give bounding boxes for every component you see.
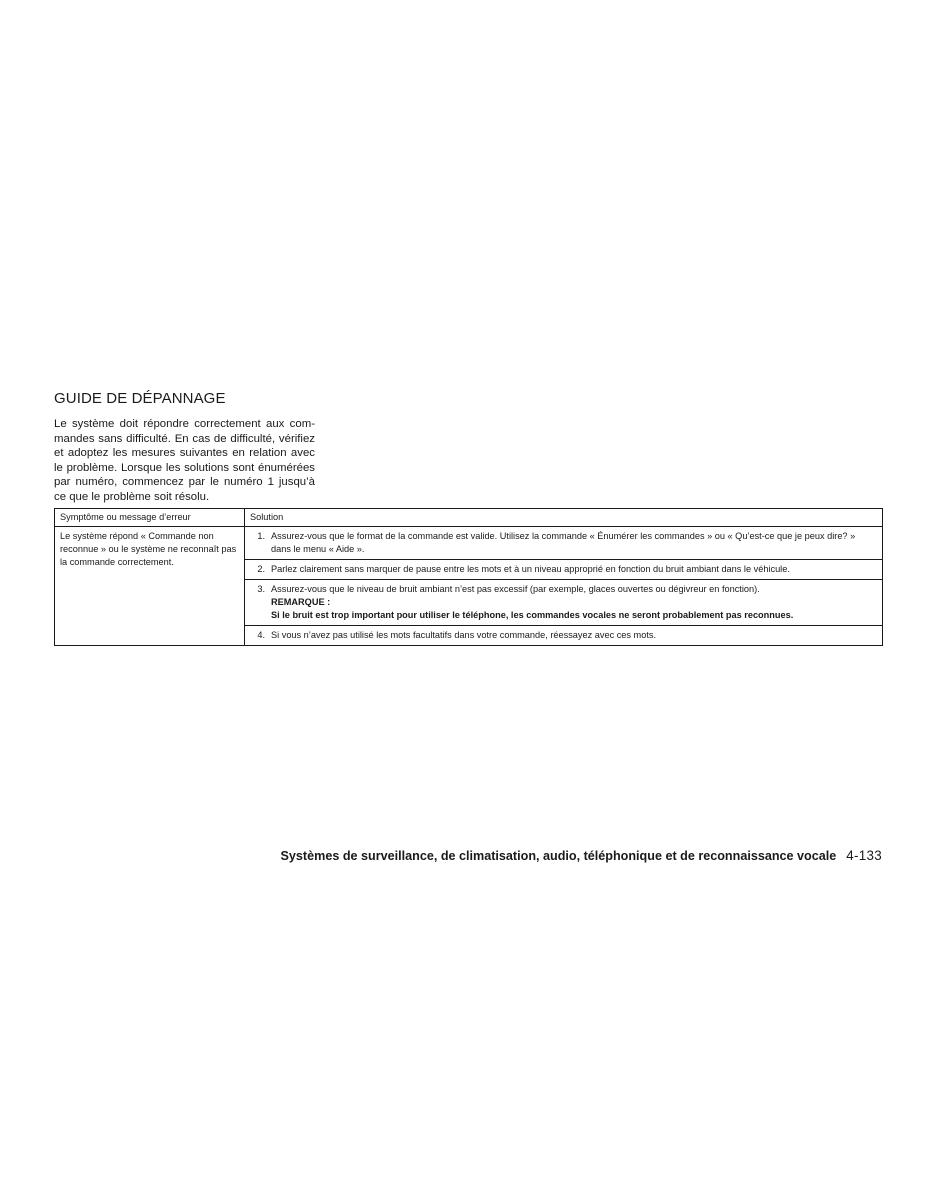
table-header-row — [55, 509, 883, 527]
solution-cell-4 — [245, 626, 883, 646]
column-header-solution: Solution — [245, 509, 883, 527]
solution-number: 4. — [257, 630, 265, 640]
solution-text: Si vous n’avez pas utilisé les mots facultatifs dans votre commande, réessayez avec ces mots. — [271, 630, 657, 640]
solution-number: 2. — [257, 564, 265, 574]
solution-number: 1. — [257, 531, 265, 541]
section-title: GUIDE DE DÉPANNAGE — [54, 390, 226, 407]
solution-text: Assurez-vous que le niveau de bruit ambiant n’est pas excessif (par exemple, glaces ouvertes ou dégivreur en fonction). — [271, 584, 760, 594]
note-label: REMARQUE : — [271, 597, 331, 607]
page-number: 4-133 — [846, 848, 882, 863]
page-footer — [0, 848, 882, 863]
solution-body — [271, 583, 876, 622]
solution-text: Parlez clairement sans marquer de pause entre les mots et à un niveau approprié en fonction du bruit ambiant dans le véhicule. — [271, 564, 790, 574]
table-row — [55, 527, 883, 560]
note-text: Si le bruit est trop important pour utiliser le téléphone, les commandes vocales ne seront probablement pas reconnues. — [271, 610, 794, 620]
solution-cell-2 — [245, 560, 883, 580]
intro-paragraph: Le système doit répondre correctement aux commandes sans difficulté. En cas de difficulté, vérifiez et adoptez les mesures suivantes en relation avec le problème. Lorsque les solutions sont énumérées par numéro, commencez par le numéro 1 jusqu’à ce que le problème soit résolu. — [54, 418, 315, 503]
troubleshooting-table — [54, 508, 883, 646]
solution-number: 3. — [257, 584, 265, 594]
column-header-symptom: Symptôme ou message d’erreur — [55, 509, 245, 527]
solution-text: Assurez-vous que le format de la commande est valide. Utilisez la commande « Énumérer les commandes » ou « Qu’est-ce que je peux dire? » dans le menu « Aide ». — [271, 531, 856, 554]
symptom-cell: Le système répond « Commande non reconnue » ou le système ne reconnaît pas la commande correctement. — [55, 527, 245, 646]
chapter-title: Systèmes de surveillance, de climatisation, audio, téléphonique et de reconnaissance vocale — [280, 849, 837, 863]
solution-cell-1 — [245, 527, 883, 560]
solution-cell-3 — [245, 580, 883, 626]
